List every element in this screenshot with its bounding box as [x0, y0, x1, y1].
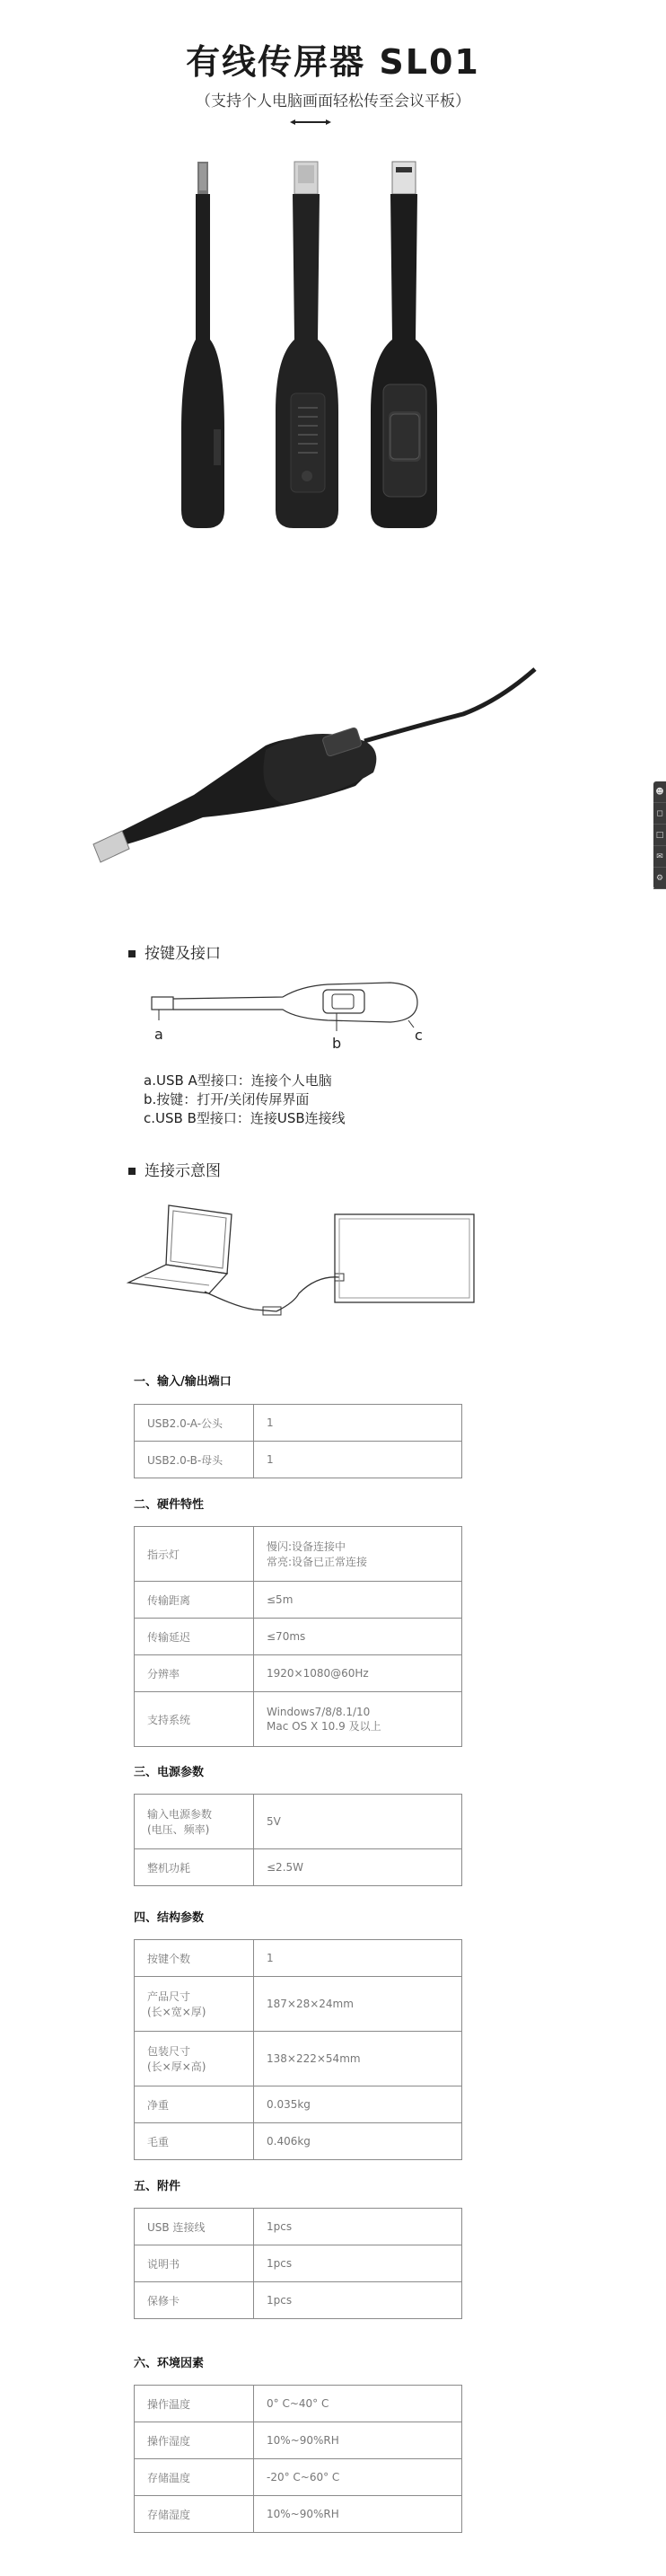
section-title-buttons-ports: [128, 940, 221, 963]
spec-label-line: 支持系统: [147, 1713, 191, 1726]
spec-label: [135, 1977, 254, 2032]
spec-label-line: 说明书: [147, 2257, 180, 2271]
spec-table: [134, 2385, 462, 2533]
table-row: [135, 1527, 462, 1582]
caption-a: a.USB A型接口：连接个人电脑: [144, 1072, 332, 1089]
spec-value: [254, 1442, 462, 1478]
spec-value-line: -20° C~60° C: [267, 2471, 340, 2483]
spec-value: [254, 2032, 462, 2086]
spec-label: [135, 2032, 254, 2086]
spec-label: [135, 2282, 254, 2319]
spec-value-line: 0.406kg: [267, 2135, 311, 2148]
spec-value-line: 1920×1080@60Hz: [267, 1667, 369, 1680]
spec-label-line: 传输距离: [147, 1593, 191, 1607]
table-row: [135, 2422, 462, 2459]
spec-label-line: 毛重: [147, 2135, 170, 2148]
spec-value-line: 1pcs: [267, 2294, 293, 2307]
table-row: [135, 1940, 462, 1977]
spec-value-line: 常亮:设备已正常连接: [267, 1556, 368, 1568]
spec-label-line: 存储湿度: [147, 2508, 191, 2521]
table-row: [135, 2245, 462, 2282]
spec-label: [135, 2422, 254, 2459]
product-back-view: [271, 160, 352, 537]
spec-label: [135, 2496, 254, 2533]
spec-heading: 二、硬件特性: [134, 1498, 205, 1512]
side-toolbar: [653, 781, 666, 889]
spec-value-line: 1: [267, 1952, 274, 1964]
spec-label: [135, 2123, 254, 2160]
spec-value: [254, 1692, 462, 1747]
table-row: [135, 2386, 462, 2422]
buttons-ports-diagram: [148, 977, 435, 1072]
spec-label-line: 整机功耗: [147, 1861, 191, 1875]
spec-label: [135, 1442, 254, 1478]
section-title-text: 按键及接口: [145, 945, 221, 963]
table-row: [135, 1655, 462, 1692]
spec-value-line: 5V: [267, 1815, 281, 1828]
settings-icon[interactable]: ⚙: [653, 868, 666, 889]
spec-value: [254, 2086, 462, 2123]
table-row: [135, 1442, 462, 1478]
connection-diagram: [119, 1195, 478, 1329]
square-bullet-icon: [128, 950, 136, 957]
spec-value: [254, 2123, 462, 2160]
spec-label: [135, 1655, 254, 1692]
buttons-ports-captions: [144, 1072, 346, 1128]
table-row: [135, 1795, 462, 1849]
table-row: [135, 1619, 462, 1655]
spec-table: [134, 1404, 462, 1478]
table-row: [135, 1692, 462, 1747]
spec-label-line: 指示灯: [147, 1548, 180, 1561]
spec-value: [254, 1405, 462, 1442]
table-row: [135, 1405, 462, 1442]
spec-label: [135, 2209, 254, 2245]
spec-value: [254, 2496, 462, 2533]
spec-label: [135, 1405, 254, 1442]
label-a: a: [154, 1026, 163, 1043]
table-row: [135, 2123, 462, 2160]
spec-label-line: 传输延迟: [147, 1630, 191, 1644]
product-angle-view: [86, 660, 544, 876]
spec-value: [254, 1582, 462, 1619]
spec-value-line: 0° C~40° C: [267, 2397, 329, 2410]
spec-value: [254, 1940, 462, 1977]
table-row: [135, 2496, 462, 2533]
section-title-text: 连接示意图: [145, 1162, 221, 1180]
spec-value-line: 1pcs: [267, 2220, 293, 2233]
page-subtitle: （支持个人电脑画面轻松传至会议平板）: [196, 93, 470, 110]
spec-table: [134, 1939, 462, 2160]
spec-value: [254, 1795, 462, 1849]
cart-icon[interactable]: ◻: [653, 803, 666, 825]
spec-label-line: 包装尺寸: [147, 2045, 191, 2058]
spec-label: [135, 1692, 254, 1747]
spec-label: [135, 2245, 254, 2282]
spec-value: [254, 1655, 462, 1692]
spec-value-line: Mac OS X 10.9 及以上: [267, 1719, 381, 1733]
spec-value: [254, 1619, 462, 1655]
spec-value-line: 10%~90%RH: [267, 2508, 339, 2520]
page-title: 有线传屏器 SL01: [186, 42, 480, 82]
spec-value-line: ≤70ms: [267, 1630, 306, 1643]
spec-value: [254, 2209, 462, 2245]
spec-heading: 四、结构参数: [134, 1911, 205, 1925]
spec-label-line: 输入电源参数: [147, 1808, 213, 1821]
spec-value: [254, 2459, 462, 2496]
spec-value-line: ≤2.5W: [267, 1861, 304, 1874]
table-row: [135, 1849, 462, 1886]
product-front-view: [364, 160, 444, 537]
user-icon[interactable]: ☻: [653, 781, 666, 803]
spec-value: [254, 2282, 462, 2319]
section-title-connection: [128, 1158, 221, 1180]
spec-label-line: 保修卡: [147, 2294, 180, 2307]
spec-heading: 六、环境因素: [134, 2357, 205, 2370]
table-row: [135, 2032, 462, 2086]
spec-label: [135, 1940, 254, 1977]
spec-label-line: (长×宽×厚): [147, 2006, 206, 2018]
label-c: c: [415, 1027, 423, 1044]
spec-heading: 五、附件: [134, 2180, 181, 2193]
spec-label-line: USB2.0-B-母头: [147, 1453, 223, 1467]
spec-table: [134, 1794, 462, 1886]
spec-label-line: 操作温度: [147, 2397, 191, 2411]
table-row: [135, 2459, 462, 2496]
spec-value: [254, 2245, 462, 2282]
spec-label-line: 分辨率: [147, 1667, 180, 1681]
product-side-view: [171, 160, 242, 537]
spec-value: [254, 2386, 462, 2422]
table-row: [135, 1582, 462, 1619]
spec-label-line: 按键个数: [147, 1952, 191, 1965]
spec-value-line: 0.035kg: [267, 2098, 311, 2111]
email-icon[interactable]: ✉: [653, 846, 666, 868]
spec-label: [135, 2459, 254, 2496]
label-b: b: [332, 1035, 342, 1052]
spec-label-line: 产品尺寸: [147, 1990, 191, 2003]
spec-label-line: (电压、频率): [147, 1823, 210, 1836]
spec-label: [135, 2386, 254, 2422]
caption-c: c.USB B型接口：连接USB连接线: [144, 1110, 346, 1126]
spec-value: [254, 2422, 462, 2459]
title-decoration: [290, 119, 331, 126]
spec-label-line: 净重: [147, 2098, 170, 2112]
spec-value: [254, 1977, 462, 2032]
spec-value: [254, 1849, 462, 1886]
spec-label-line: 存储温度: [147, 2471, 191, 2484]
table-row: [135, 2282, 462, 2319]
spec-label: [135, 1619, 254, 1655]
spec-label: [135, 1527, 254, 1582]
spec-label: [135, 1849, 254, 1886]
spec-label-line: 操作湿度: [147, 2434, 191, 2448]
spec-value-line: 1: [267, 1453, 274, 1466]
spec-label-line: (长×厚×高): [147, 2060, 206, 2073]
spec-value-line: ≤5m: [267, 1593, 294, 1606]
spec-heading: 三、电源参数: [134, 1766, 205, 1779]
table-row: [135, 2209, 462, 2245]
spec-value: [254, 1527, 462, 1582]
spec-label-line: USB2.0-A-公头: [147, 1416, 223, 1430]
spec-value-line: 187×28×24mm: [267, 1998, 354, 2010]
spec-value-line: 1pcs: [267, 2257, 293, 2270]
table-row: [135, 2086, 462, 2123]
spec-heading: 一、输入/输出端口: [134, 1375, 232, 1389]
spec-label: [135, 1795, 254, 1849]
spec-value-line: 1: [267, 1416, 274, 1429]
message-icon[interactable]: □: [653, 825, 666, 846]
spec-value-line: 138×222×54mm: [267, 2052, 361, 2065]
spec-value-line: Windows7/8/8.1/10: [267, 1705, 371, 1718]
spec-table: [134, 1526, 462, 1747]
spec-label: [135, 2086, 254, 2123]
spec-label-line: USB 连接线: [147, 2220, 206, 2234]
spec-table: [134, 2208, 462, 2319]
square-bullet-icon: [128, 1168, 136, 1175]
caption-b: b.按键：打开/关闭传屏界面: [144, 1091, 310, 1107]
spec-value-line: 10%~90%RH: [267, 2434, 339, 2447]
spec-value-line: 慢闪:设备连接中: [267, 1540, 346, 1553]
table-row: [135, 1977, 462, 2032]
spec-label: [135, 1582, 254, 1619]
